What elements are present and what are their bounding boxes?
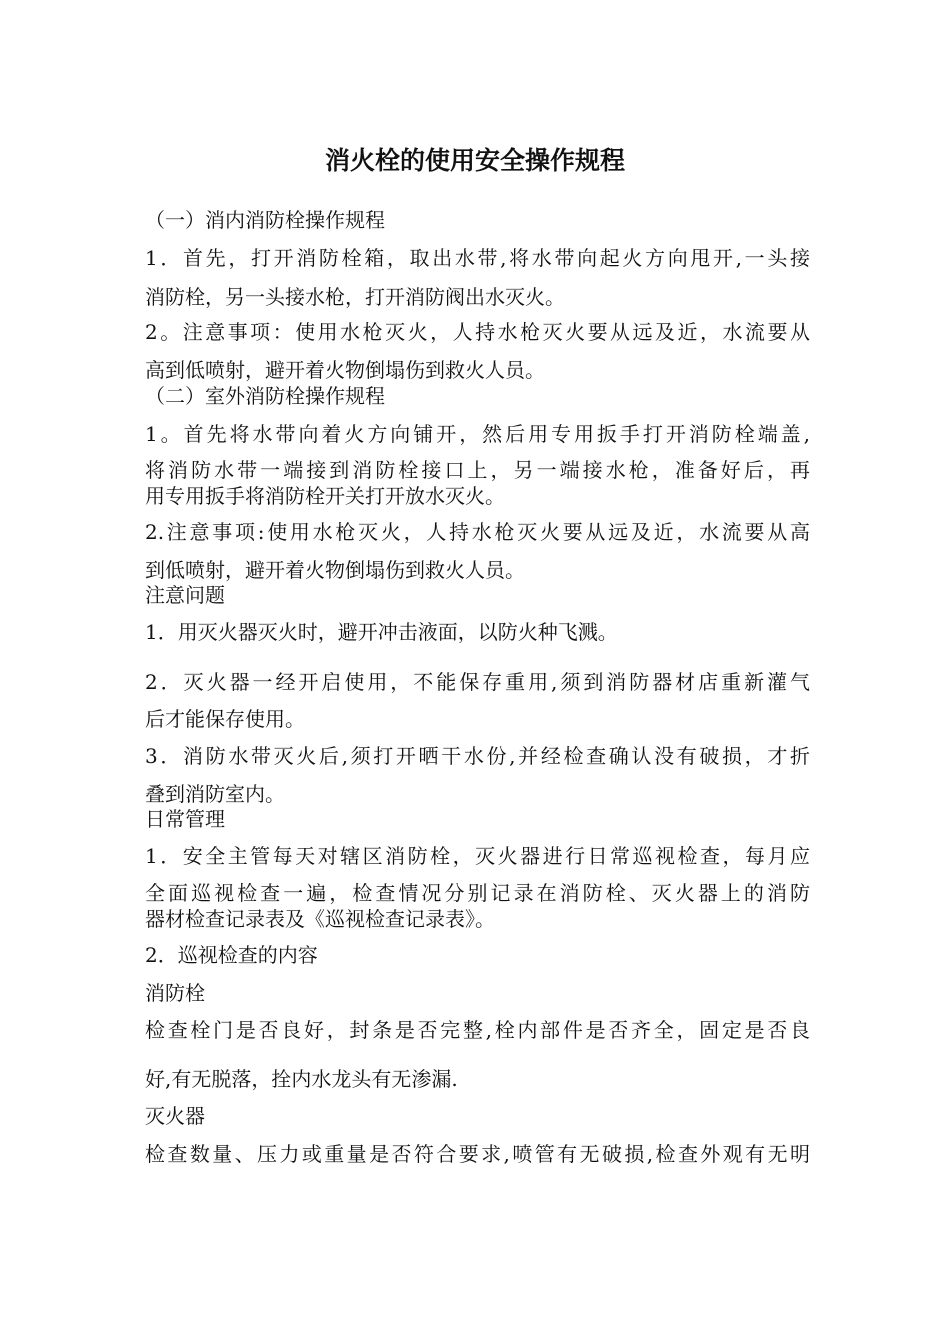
- paragraph-line: 好,有无脱落，拴内水龙头有无渗漏.: [145, 1067, 458, 1091]
- paragraph-line: 叠到消防室内。: [145, 782, 285, 806]
- paragraph-line: 到低喷射，避开着火物倒塌伤到救火人员。: [145, 558, 525, 582]
- section-heading-notes: 注意问题: [145, 583, 225, 607]
- paragraph-line: 器材检查记录表及《巡视检查记录表》。: [145, 907, 495, 931]
- paragraph-line: 2．灭火器一经开启使用，不能保存重用,须到消防器材店重新灌气: [145, 670, 810, 694]
- document-title: 消火栓的使用安全操作规程: [324, 146, 625, 175]
- paragraph-line: 全面巡视检查一遍，检查情况分别记录在消防栓、灭火器上的消防: [145, 881, 810, 905]
- subheading-extinguisher: 灭火器: [145, 1104, 205, 1128]
- section-heading-indoor: （一）消内消防栓操作规程: [145, 208, 385, 232]
- paragraph-line: 后才能保存使用。: [145, 707, 305, 731]
- paragraph-line: 2。注意事项：使用水枪灭火，人持水枪灭火要从远及近，水流要从: [145, 320, 810, 344]
- paragraph-line: 高到低喷射，避开着火物倒塌伤到救火人员。: [145, 358, 545, 382]
- paragraph-line: 消防栓，另一头接水枪，打开消防阀出水灭火。: [145, 285, 565, 309]
- paragraph-line: 1．首先，打开消防栓箱，取出水带,将水带向起火方向甩开,一头接: [145, 246, 810, 270]
- section-heading-daily: 日常管理: [145, 807, 225, 831]
- section-heading-outdoor: （二）室外消防栓操作规程: [145, 384, 385, 408]
- paragraph-line: 2.注意事项:使用水枪灭火，人持水枪灭火要从远及近，水流要从高: [145, 520, 810, 544]
- paragraph-line: 1。首先将水带向着火方向铺开，然后用专用扳手打开消防栓端盖,: [145, 422, 810, 446]
- subheading-hydrant: 消防栓: [145, 981, 205, 1005]
- paragraph-line: 1．安全主管每天对辖区消防栓，灭火器进行日常巡视检查，每月应: [145, 844, 810, 868]
- paragraph-line: 将消防水带一端接到消防栓接口上，另一端接水枪，准备好后，再: [145, 458, 810, 482]
- paragraph-line: 3．消防水带灭火后,须打开晒干水份,并经检查确认没有破损，才折: [145, 744, 810, 768]
- paragraph-line: 检查栓门是否良好，封条是否完整,栓内部件是否齐全，固定是否良: [145, 1018, 810, 1042]
- paragraph-line: 1．用灭火器灭火时，避开冲击液面，以防火种飞溅。: [145, 620, 618, 644]
- paragraph-line: 检查数量、压力或重量是否符合要求,喷管有无破损,检查外观有无明: [145, 1142, 810, 1166]
- paragraph-line: 2．巡视检查的内容: [145, 943, 318, 967]
- paragraph-line: 用专用扳手将消防栓开关打开放水灭火。: [145, 484, 505, 508]
